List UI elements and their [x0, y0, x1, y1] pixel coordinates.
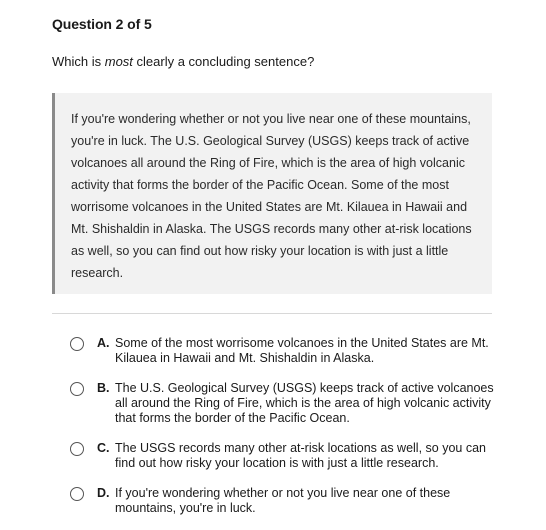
passage-text: If you're wondering whether or not you live near one of these mountains, you're in luck. The U.S. Geological Survey (USGS) keeps track of active volcanoes all around the Ring of Fire, which is the area of high volcanic activity that forms the border of the Pacific Ocean. Some of the most worrisome volcanoes in the United States are Mt. Kilauea in Hawaii and Mt. Shishaldin in Alaska. The USGS records many other at-risk locations as well, so you can find out how risky your location is with just a little research. [71, 112, 472, 280]
option-letter-b: B. [97, 381, 110, 395]
radio-button-b[interactable] [70, 382, 84, 396]
option-text-b: The U.S. Geological Survey (USGS) keeps track of active volcanoes all around the Ring of Fire, which is the area of high volcanic activity that forms the border of the Pacific Ocean. [115, 381, 494, 425]
prompt-emphasis: most [104, 54, 133, 69]
divider [52, 313, 492, 314]
answer-option-c[interactable] [70, 441, 500, 471]
radio-button-a[interactable] [70, 337, 84, 351]
option-text-a: Some of the most worrisome volcanoes in the United States are Mt. Kilauea in Hawaii and Mt. Shishaldin in Alaska. [115, 336, 489, 365]
question-header: Question 2 of 5 [52, 16, 152, 32]
option-text-d: If you're wondering whether or not you live near one of these mountains, you're in luck. [115, 486, 451, 515]
answer-option-d[interactable] [70, 486, 500, 516]
option-letter-a: A. [97, 336, 110, 350]
question-prompt [52, 54, 314, 70]
option-letter-d: D. [97, 486, 110, 500]
option-letter-c: C. [97, 441, 110, 455]
answer-option-a[interactable] [70, 336, 500, 366]
option-text-c: The USGS records many other at-risk locations as well, so you can find out how risky your location is with just a little research. [115, 441, 486, 470]
prompt-text-after: clearly a concluding sentence? [132, 54, 315, 69]
radio-button-c[interactable] [70, 442, 84, 456]
prompt-text-before: Which is [52, 54, 105, 69]
radio-button-d[interactable] [70, 487, 84, 501]
passage-box [52, 93, 492, 294]
answer-option-b[interactable] [70, 381, 500, 426]
